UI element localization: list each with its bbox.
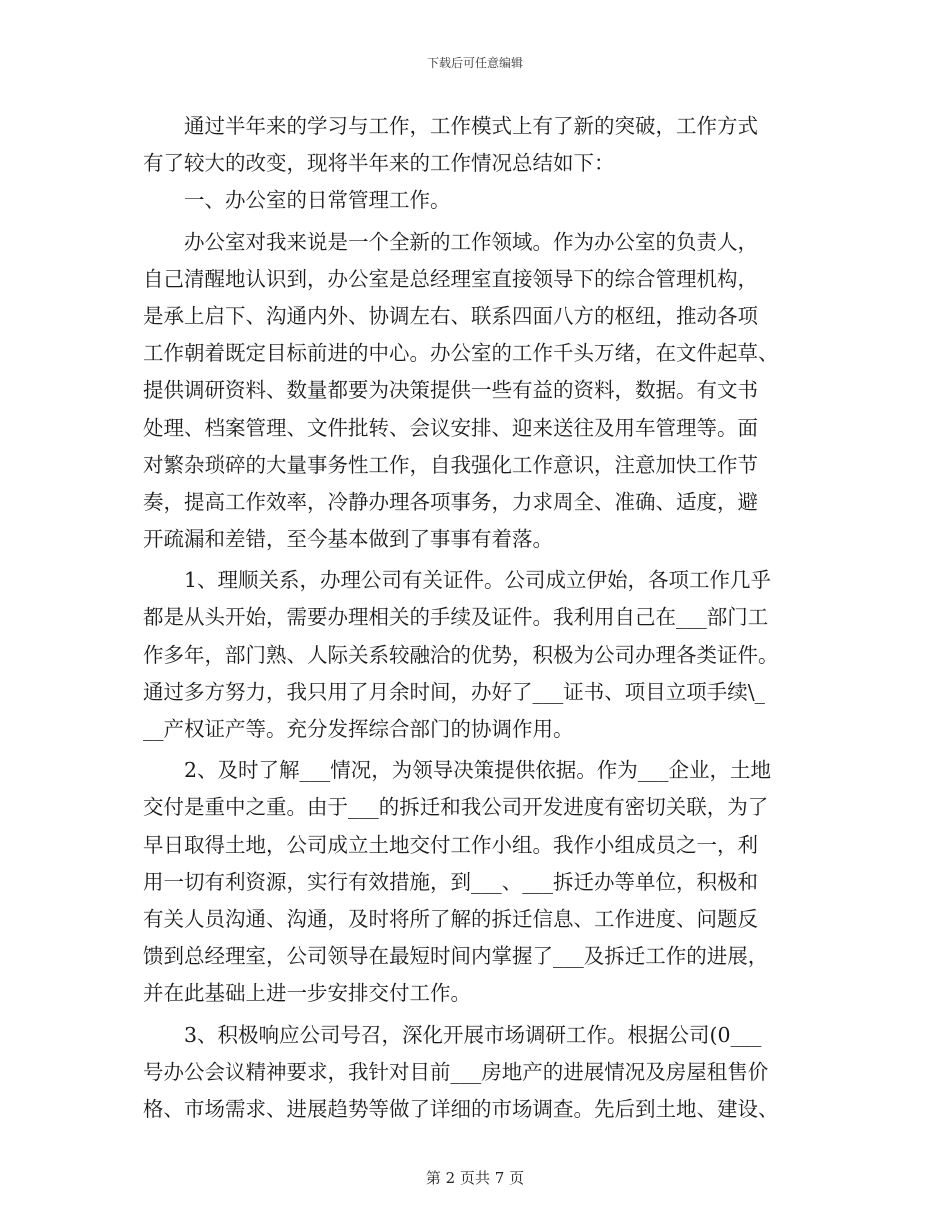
text-line: 一、办公室的日常管理工作。	[184, 188, 451, 213]
text-line: 号办公会议精神要求，我针对目前___房地产的进展情况及房屋租售价	[143, 1059, 769, 1084]
section-heading	[143, 182, 811, 219]
text-line: 奏，提高工作效率，冷静办理各项事务，力求周全、准确、适度，避	[143, 489, 758, 514]
text-line: 交付是重中之重。由于___的拆迁和我公司开发进度有密切关联，为了	[143, 795, 769, 820]
text-line: __产权证产等。充分发挥综合部门的协调作用。	[143, 717, 574, 741]
text-line: 是承上启下、沟通内外、协调左右、联系四面八方的枢纽，推动各项	[143, 303, 758, 328]
paragraph-item-1	[143, 562, 811, 748]
text-line: 3、积极响应公司号召，深化开展市场调研工作。根据公司(0___	[184, 1022, 762, 1047]
text-line: 办公室对我来说是一个全新的工作领域。作为办公室的负责人，	[184, 229, 758, 254]
text-line: 2、及时了解___情况，为领导决策提供依据。作为___企业，土地	[184, 758, 772, 783]
text-line: 有关人员沟通、沟通，及时将所了解的拆迁信息、工作进度、问题反	[143, 906, 758, 931]
text-line: 用一切有利资源，实行有效措施，到___、___拆迁办等单位，积极和	[143, 869, 758, 894]
paragraph-item-3	[143, 1017, 811, 1129]
text-line: 作多年，部门熟、人际关系较融洽的优势，积极为公司办理各类证件。	[143, 642, 779, 667]
text-line: 格、市场需求、进展趋势等做了详细的市场调查。先后到土地、建设、	[143, 1096, 779, 1121]
text-line: 自己清醒地认识到，办公室是总经理室直接领导下的综合管理机构，	[143, 266, 758, 291]
paragraph-office-work	[143, 224, 811, 559]
paragraph-item-2	[143, 752, 811, 1012]
text-line: 开疏漏和差错，至今基本做到了事事有着落。	[143, 527, 553, 552]
text-line: 提供调研资料、数量都要为决策提供一些有益的资料，数据。有文书	[143, 378, 758, 403]
text-line: 对繁杂琐碎的大量事务性工作，自我强化工作意识，注意加快工作节	[143, 452, 758, 477]
text-line: 1、理顺关系，办理公司有关证件。公司成立伊始，各项工作几乎	[184, 568, 772, 593]
paragraph-intro	[143, 108, 811, 182]
text-line: 处理、档案管理、文件批转、会议安排、迎来送往及用车管理等。面	[143, 415, 758, 440]
text-line: 通过多方努力，我只用了月余时间，办好了___证书、项目立项手续\_	[143, 679, 765, 704]
text-line: 早日取得土地，公司成立土地交付工作小组。我作小组成员之一，利	[143, 832, 758, 857]
text-line: 馈到总经理室，公司领导在最短时间内掌握了___及拆迁工作的进展，	[143, 944, 769, 969]
text-line: 工作朝着既定目标前进的中心。办公室的工作千头万绪，在文件起草、	[143, 341, 779, 366]
page-header: 下载后可任意编辑	[426, 56, 523, 70]
text-line: 都是从头开始，需要办理相关的手续及证件。我利用自己在___部门工	[143, 605, 769, 630]
document-body	[143, 108, 811, 1128]
page-number-footer: 第 2 页共 7 页	[425, 1169, 525, 1187]
text-line: 有了较大的改变，现将半年来的工作情况总结如下：	[143, 151, 615, 176]
text-line: 通过半年来的学习与工作，工作模式上有了新的突破，工作方式	[184, 114, 758, 138]
text-line: 并在此基础上进一步安排交付工作。	[143, 981, 471, 1006]
